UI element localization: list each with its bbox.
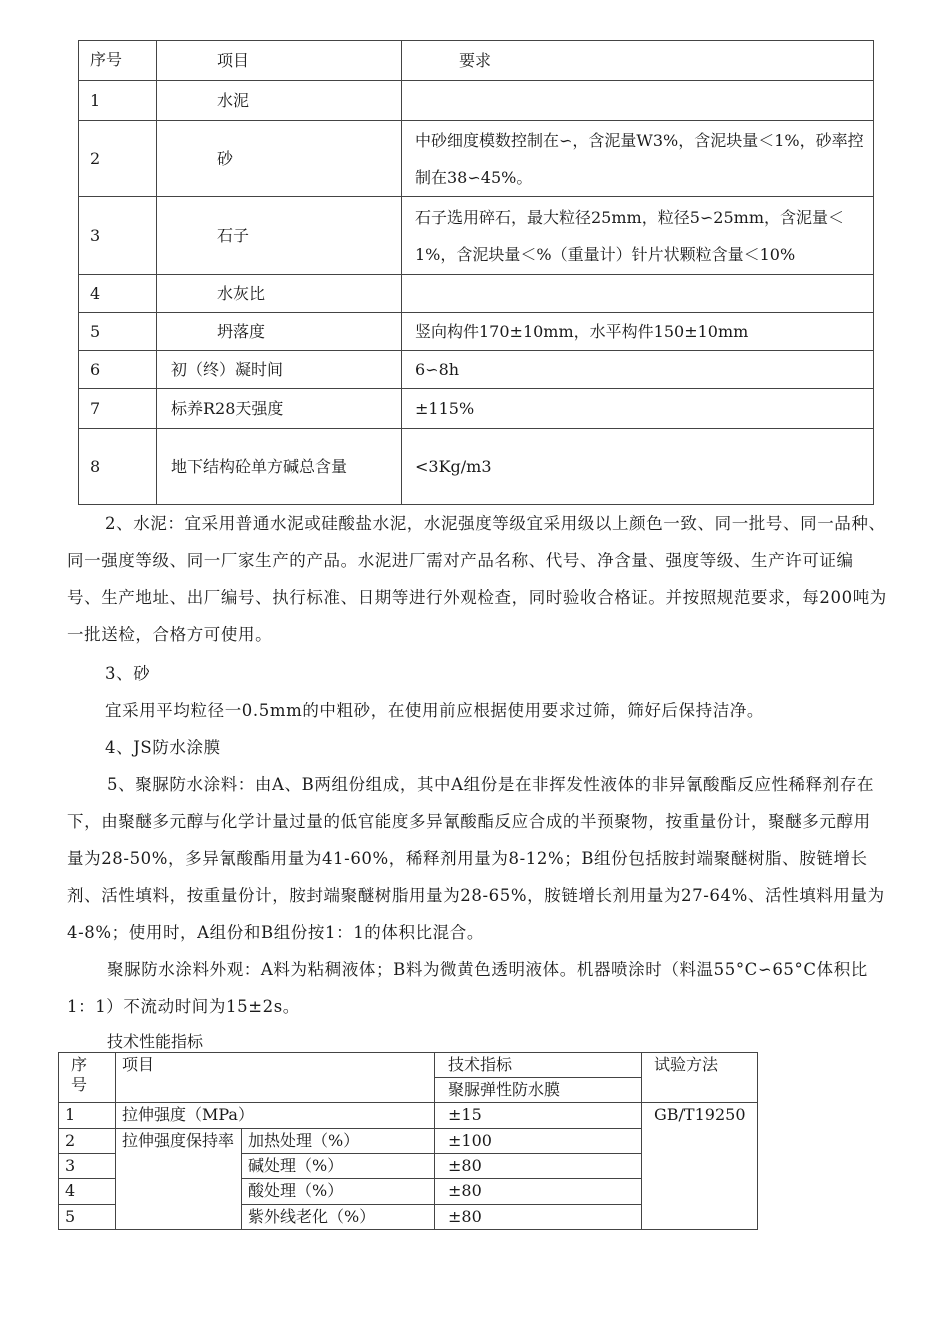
row-item: 水灰比: [157, 275, 402, 313]
row-value: ±100: [435, 1129, 642, 1154]
header-item: 项目: [116, 1053, 435, 1103]
header-no: 序号: [79, 41, 157, 81]
table-caption: 技术性能指标: [107, 1032, 204, 1051]
table-row: [79, 121, 874, 197]
row-item: 地下结构砼单方碱总含量: [157, 429, 402, 505]
row-no: 2: [79, 121, 157, 197]
row-sub-item: 碱处理（%）: [242, 1154, 435, 1179]
header-spec: 技术指标: [435, 1053, 642, 1078]
row-value: ±80: [435, 1205, 642, 1230]
table-row: [79, 197, 874, 275]
heading-sand: 3、砂: [105, 664, 151, 683]
row-no: 3: [59, 1154, 116, 1179]
row-value: ±80: [435, 1154, 642, 1179]
row-requirement: <3Kg/m3: [402, 429, 874, 505]
table-row: [79, 275, 874, 313]
row-item: 初（终）凝时间: [157, 351, 402, 389]
table-row: [79, 81, 874, 121]
row-no: 4: [79, 275, 157, 313]
row-value: ±80: [435, 1179, 642, 1205]
row-requirement: 6∽8h: [402, 351, 874, 389]
row-requirement: [402, 81, 874, 121]
technical-performance-table: [58, 1052, 758, 1230]
row-no: 7: [79, 389, 157, 429]
row-item: 水泥: [157, 81, 402, 121]
table-row: [79, 313, 874, 351]
row-no: 1: [59, 1103, 116, 1129]
row-sub-item: 酸处理（%）: [242, 1179, 435, 1205]
header-method: 试验方法: [642, 1053, 758, 1103]
row-value: ±15: [435, 1103, 642, 1129]
table-row: [79, 429, 874, 505]
heading-js-suffix: 防水涂膜: [152, 738, 221, 757]
table-row: [79, 389, 874, 429]
row-no: 3: [79, 197, 157, 275]
header-no: [59, 1053, 116, 1103]
row-item: 砂: [157, 121, 402, 197]
row-no: 4: [59, 1179, 116, 1205]
row-sub-item: 加热处理（%）: [242, 1129, 435, 1154]
row-no: 6: [79, 351, 157, 389]
paragraph-polyurea: 5、聚脲防水涂料：由A、B两组份组成，其中A组份是在非挥发性液体的非异氰酸酯反应性稀释剂存在下，由聚醚多元醇与化学计量过量的低官能度多异氰酸酯反应合成的半预聚物，按重量份计，聚醚多元醇用量为28-50%，多异氰酸酯用量为41-60%，稀释剂用量为8-12%；B组份包括胺封端聚醚树脂、胺链增长剂、活性填料，按重量份计，胺封端聚醚树脂用量为28-65%，胺链增长剂用量为27-64%、活性填料用量为4-8%；使用时，A组份和B组份按1：1的体积比混合。: [67, 775, 885, 942]
row-no: 8: [79, 429, 157, 505]
row-requirement: ±115%: [402, 389, 874, 429]
row-item: 标养R28天强度: [157, 389, 402, 429]
row-no: 1: [79, 81, 157, 121]
header-requirement: 要求: [402, 41, 874, 81]
table-row: [79, 351, 874, 389]
concrete-requirements-table: [78, 40, 874, 505]
row-sub-item: 紫外线老化（%）: [242, 1205, 435, 1230]
header-spec-sub: 聚脲弹性防水膜: [435, 1078, 642, 1103]
heading-js-membrane: [67, 729, 925, 766]
row-item: 拉伸强度（MPa）: [116, 1103, 435, 1129]
row-group-item: 拉伸强度保持率: [116, 1129, 242, 1230]
row-item: 坍落度: [157, 313, 402, 351]
row-requirement: 石子选用碎石，最大粒径25mm，粒径5∽25mm，含泥量＜1%，含泥块量＜%（重量计）针片状颗粒含量＜10%: [402, 197, 874, 275]
table-header-row: [79, 41, 874, 81]
row-requirement: 中砂细度模数控制在∽，含泥量W3%，含泥块量＜1%，砂率控制在38∽45%。: [402, 121, 874, 197]
row-no: 5: [59, 1205, 116, 1230]
header-item: 项目: [157, 41, 402, 81]
row-requirement: 竖向构件170±10mm，水平构件150±10mm: [402, 313, 874, 351]
table-row: [59, 1103, 758, 1129]
paragraph-polyurea-appearance: 聚脲防水涂料外观：A料为粘稠液体；B料为微黄色透明液体。机器喷涂时（料温55°C∽65°C体积比1：1）不流动时间为15±2s。: [67, 960, 868, 1016]
row-method: GB/T19250: [642, 1103, 758, 1230]
row-no: 5: [79, 313, 157, 351]
row-no: 2: [59, 1129, 116, 1154]
row-item: 石子: [157, 197, 402, 275]
table-header-row: [59, 1053, 758, 1078]
paragraph-sand: 宜采用平均粒径一0.5mm的中粗砂，在使用前应根据使用要求过筛，筛好后保持洁净。: [105, 701, 765, 720]
header-no-text: 序号: [71, 1055, 88, 1094]
row-requirement: [402, 275, 874, 313]
paragraph-cement: 2、水泥：宜采用普通水泥或硅酸盐水泥，水泥强度等级宜采用级以上颜色一致、同一批号、同一品种、同一强度等级、同一厂家生产的产品。水泥进厂需对产品名称、代号、净含量、强度等级、生产许可证编号、生产地址、出厂编号、执行标准、日期等进行外观检查，同时验收合格证。并按照规范要求，每200吨为一批送检，合格方可使用。: [67, 514, 887, 644]
heading-js-prefix: 4、JS: [105, 738, 153, 757]
